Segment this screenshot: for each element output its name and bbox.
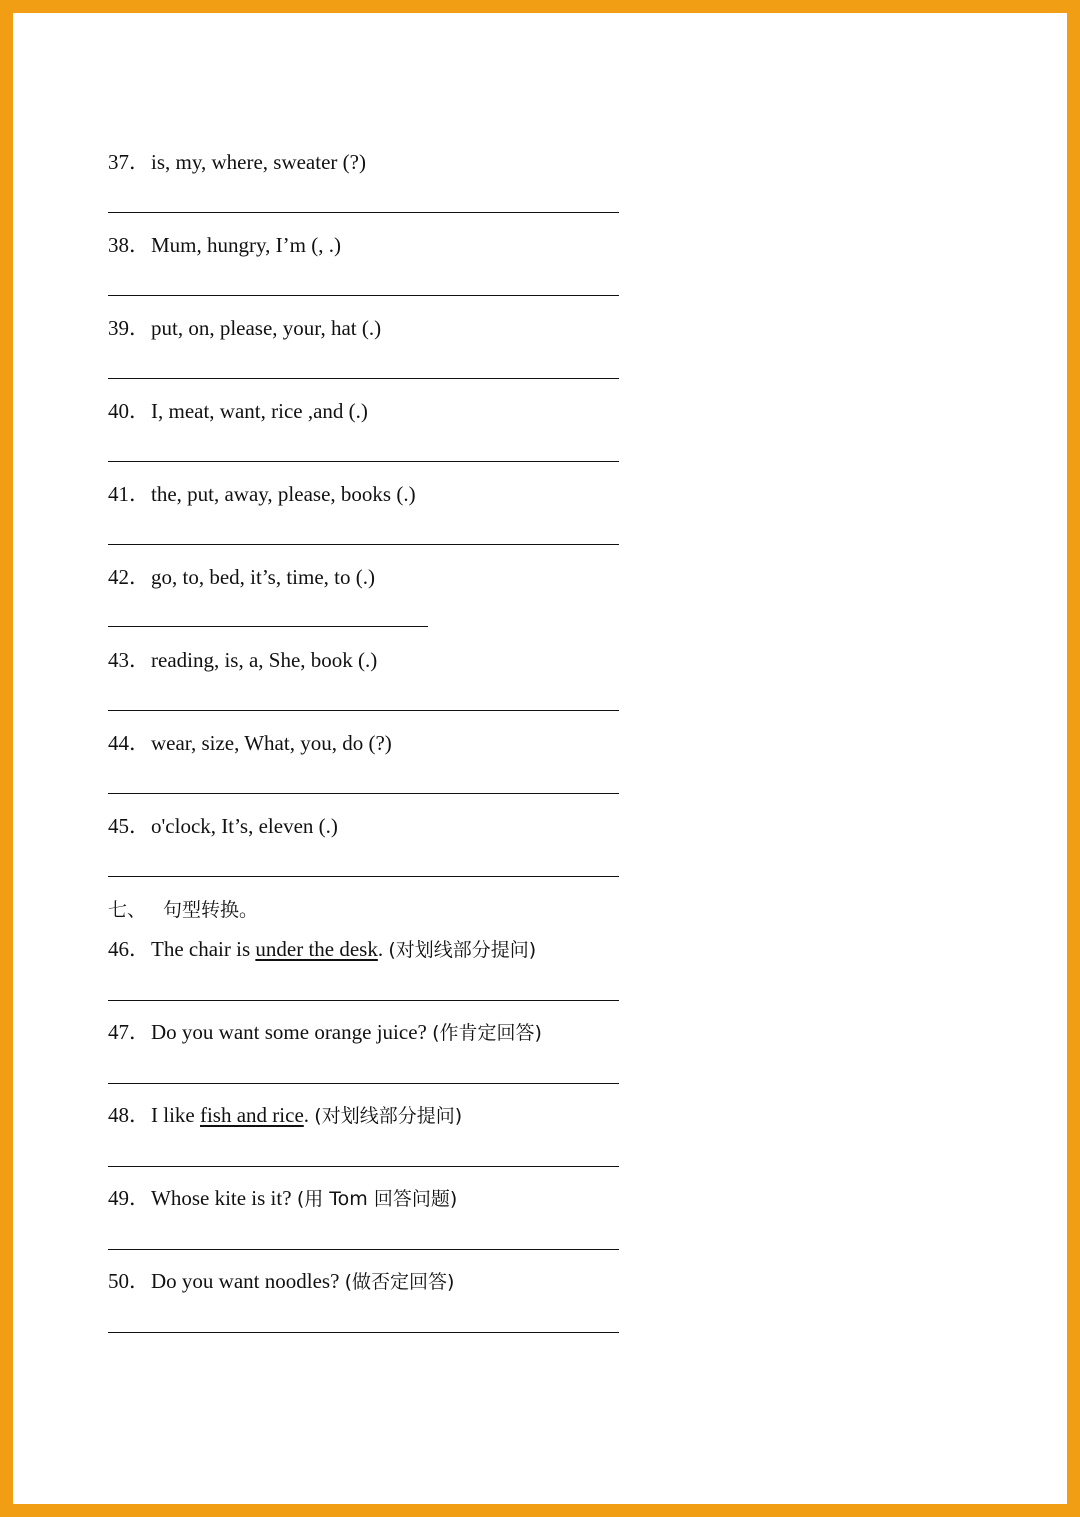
question-text: I, meat, want, rice ,and (.) [151,399,368,423]
question-47 [108,1019,542,1046]
instruction-text: (对划线部分提问) [314,1105,463,1127]
answer-line-48[interactable] [108,1166,619,1167]
instruction-text: (对划线部分提问) [388,939,537,961]
question-number: 46． [108,937,150,961]
question-number: 50． [108,1269,150,1293]
answer-line-47[interactable] [108,1083,619,1084]
question-45 [108,813,338,839]
question-37 [108,149,366,175]
question-text: go, to, bed, it’s, time, to (.) [151,565,375,589]
question-text: I like [151,1103,200,1127]
section-title: 句型转换。 [163,899,259,921]
question-number: 43． [108,648,150,672]
question-44 [108,730,392,756]
question-38 [108,232,341,258]
answer-line-40[interactable] [108,461,619,462]
answer-line-38[interactable] [108,295,619,296]
question-text: Mum, hungry, I’m (, .) [151,233,341,257]
question-number: 38． [108,233,150,257]
question-number: 39． [108,316,150,340]
answer-line-49[interactable] [108,1249,619,1250]
question-40 [108,398,368,424]
question-text: o'clock, It’s, eleven (.) [151,814,338,838]
question-number: 44． [108,731,150,755]
question-text: reading, is, a, She, book (.) [151,648,378,672]
answer-line-50[interactable] [108,1332,619,1333]
question-41 [108,481,416,507]
question-text: the, put, away, please, books (.) [151,482,416,506]
answer-line-44[interactable] [108,793,619,794]
question-number: 42． [108,565,150,589]
instruction-text: (用 Tom 回答问题) [296,1188,458,1210]
question-text: Whose kite is it? [151,1186,297,1210]
question-46 [108,936,536,963]
answer-line-42[interactable] [108,626,428,627]
instruction-text: (做否定回答) [344,1271,455,1293]
underlined-phrase: fish and rice [199,1103,304,1127]
question-text: Do you want some orange juice? [151,1020,433,1044]
section-heading [108,895,258,922]
answer-line-45[interactable] [108,876,619,877]
answer-line-39[interactable] [108,378,619,379]
answer-line-43[interactable] [108,710,619,711]
instruction-text: (作肯定回答) [432,1022,542,1044]
question-text: Do you want noodles? [151,1269,345,1293]
question-43 [108,647,377,673]
question-39 [108,315,381,341]
underlined-phrase: under the desk [255,937,378,961]
question-number: 48． [108,1103,150,1127]
question-punct: . [303,1103,315,1127]
question-48 [108,1102,462,1129]
question-text: The chair is [151,937,256,961]
question-49 [108,1185,457,1212]
question-text: put, on, please, your, hat (.) [151,316,382,340]
question-number: 45． [108,814,150,838]
question-42 [108,564,375,590]
section-number: 七、 [108,899,147,921]
question-text: wear, size, What, you, do (?) [151,731,392,755]
worksheet-page [13,13,1067,1504]
answer-line-41[interactable] [108,544,619,545]
question-number: 37． [108,150,150,174]
question-number: 49． [108,1186,150,1210]
question-number: 41． [108,482,150,506]
question-number: 47． [108,1020,150,1044]
question-punct: . [377,937,389,961]
question-50 [108,1268,454,1295]
question-number: 40． [108,399,150,423]
answer-line-37[interactable] [108,212,619,213]
answer-line-46[interactable] [108,1000,619,1001]
question-text: is, my, where, sweater (?) [151,150,366,174]
